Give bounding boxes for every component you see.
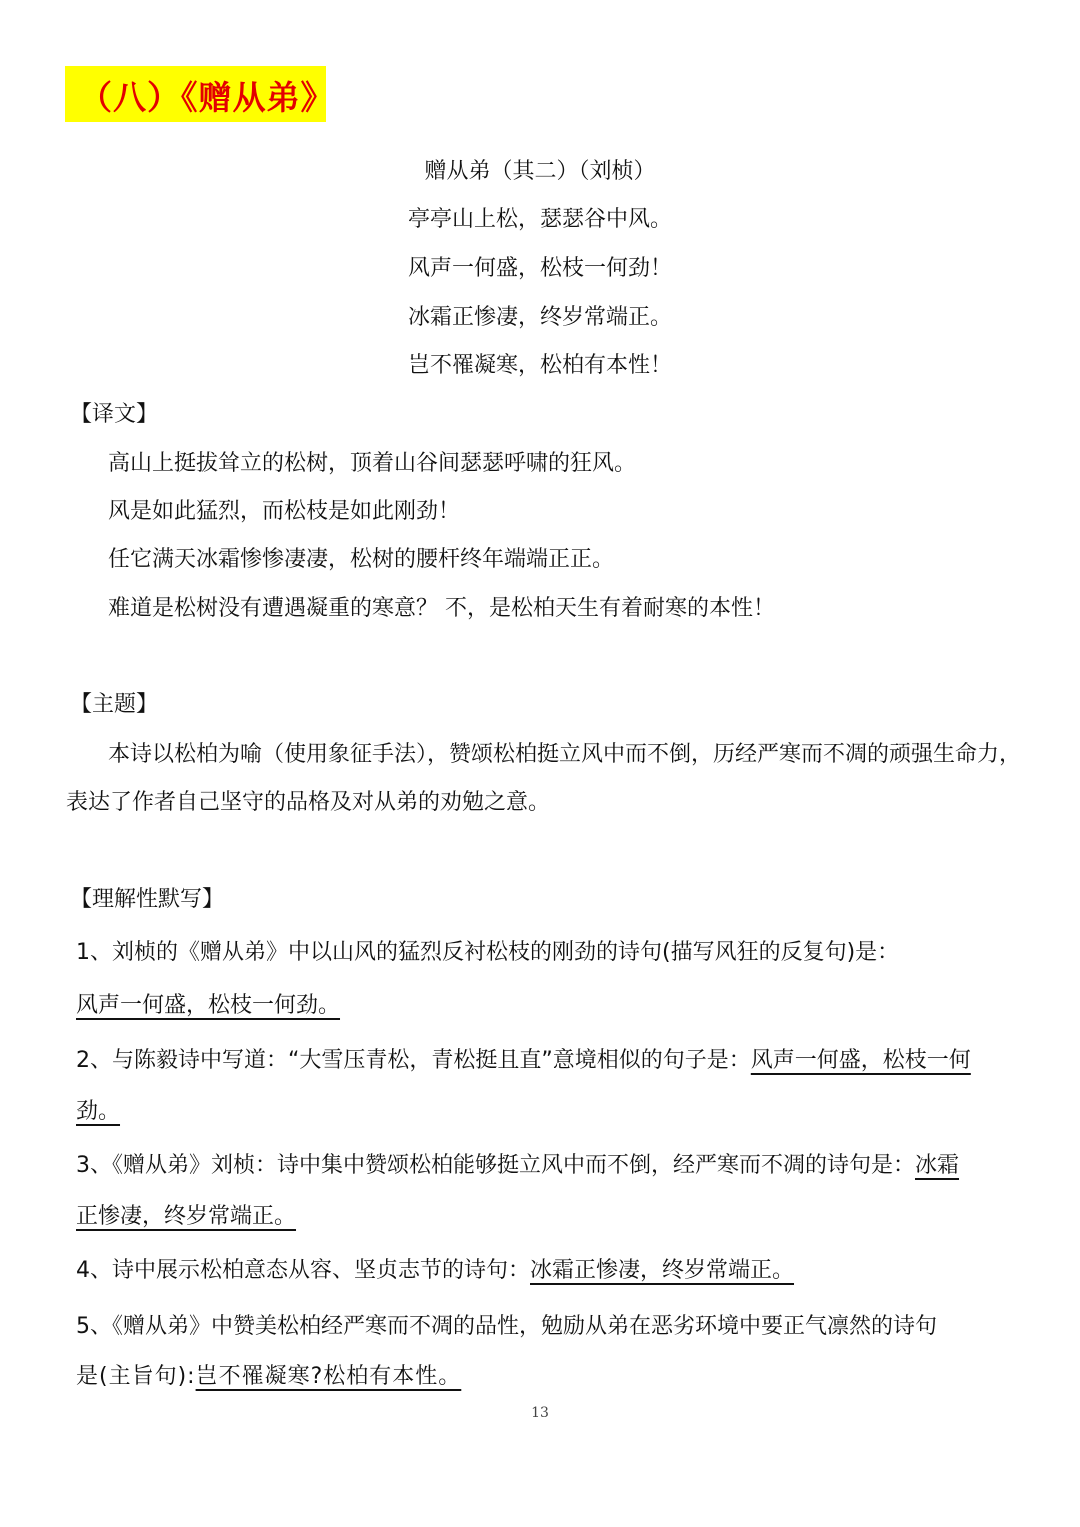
- answer-text: 冰霜: [915, 1153, 960, 1178]
- answer-text: 冰霜正惨凄，终岁常端正。: [530, 1258, 795, 1283]
- theme-label: 【主题】: [70, 692, 159, 717]
- translation-line: 难道是松树没有遭遇凝重的寒意？ 不，是松柏天生有着耐寒的本性！: [108, 596, 775, 621]
- translation-line: 高山上挺拔耸立的松树，顶着山谷间瑟瑟呼啸的狂风。: [108, 451, 637, 476]
- question-4: [76, 1256, 794, 1286]
- question-text: 5、《赠从弟》中赞美松柏经严寒而不凋的品性，勉励从弟在恶劣环境中要正气凛然的诗句: [76, 1314, 938, 1339]
- question-3: [76, 1151, 959, 1181]
- poem-line: 岂不罹凝寒，松柏有本性！: [407, 353, 672, 378]
- answer-text: 正惨凄，终岁常端正。: [76, 1204, 297, 1229]
- theme-text: 本诗以松柏为喻（使用象征手法），赞颂松柏挺立风中而不倒，历经严寒而不凋的顽强生命力，: [108, 742, 1022, 767]
- question-text: 3、《赠从弟》刘桢：诗中集中赞颂松柏能够挺立风中而不倒，经严寒而不凋的诗句是：: [76, 1153, 915, 1178]
- poem-line: 亭亭山上松，瑟瑟谷中风。: [407, 207, 672, 232]
- translation-label: 【译文】: [70, 402, 159, 427]
- question-text: 2、与陈毅诗中写道：“大雪压青松，青松挺且直”意境相似的句子是：: [76, 1048, 751, 1073]
- question-text: 1、刘桢的《赠从弟》中以山风的猛烈反衬松枝的刚劲的诗句(描写风狂的反复句)是：: [76, 940, 900, 965]
- question-2: [76, 1046, 971, 1076]
- section-title: （八）《赠从弟》: [79, 78, 335, 117]
- answer-text: 风声一何盛，松枝一何劲。: [76, 993, 341, 1018]
- question-5-answer: [76, 1362, 461, 1392]
- page-number: 13: [531, 1405, 549, 1421]
- question-text: 是(主旨句):: [76, 1364, 196, 1389]
- question-1: [76, 938, 899, 968]
- question-3-answer: [76, 1202, 296, 1232]
- question-1-answer: [76, 991, 340, 1021]
- poem-line: 风声一何盛，松枝一何劲！: [407, 256, 672, 281]
- answer-text: 岂不罹凝寒?松柏有本性。: [195, 1364, 462, 1389]
- poem-line: 冰霜正惨凄，终岁常端正。: [407, 305, 672, 330]
- section-title-banner: [65, 66, 335, 122]
- translation-line: 风是如此猛烈，而松枝是如此刚劲！: [108, 499, 461, 524]
- question-2-answer: [76, 1097, 120, 1127]
- poem-title: 赠从弟（其二）（刘桢）: [424, 159, 656, 184]
- dictation-label: 【理解性默写】: [70, 887, 225, 912]
- theme-text: 表达了作者自己坚守的品格及对从弟的劝勉之意。: [66, 790, 551, 815]
- question-5: [76, 1312, 937, 1342]
- question-text: 4、诗中展示松柏意态从容、坚贞志节的诗句：: [76, 1258, 530, 1283]
- answer-text: 风声一何盛，松枝一何: [750, 1048, 971, 1073]
- answer-text: 劲。: [76, 1099, 121, 1124]
- translation-line: 任它满天冰霜惨惨凄凄，松树的腰杆终年端端正正。: [108, 547, 615, 572]
